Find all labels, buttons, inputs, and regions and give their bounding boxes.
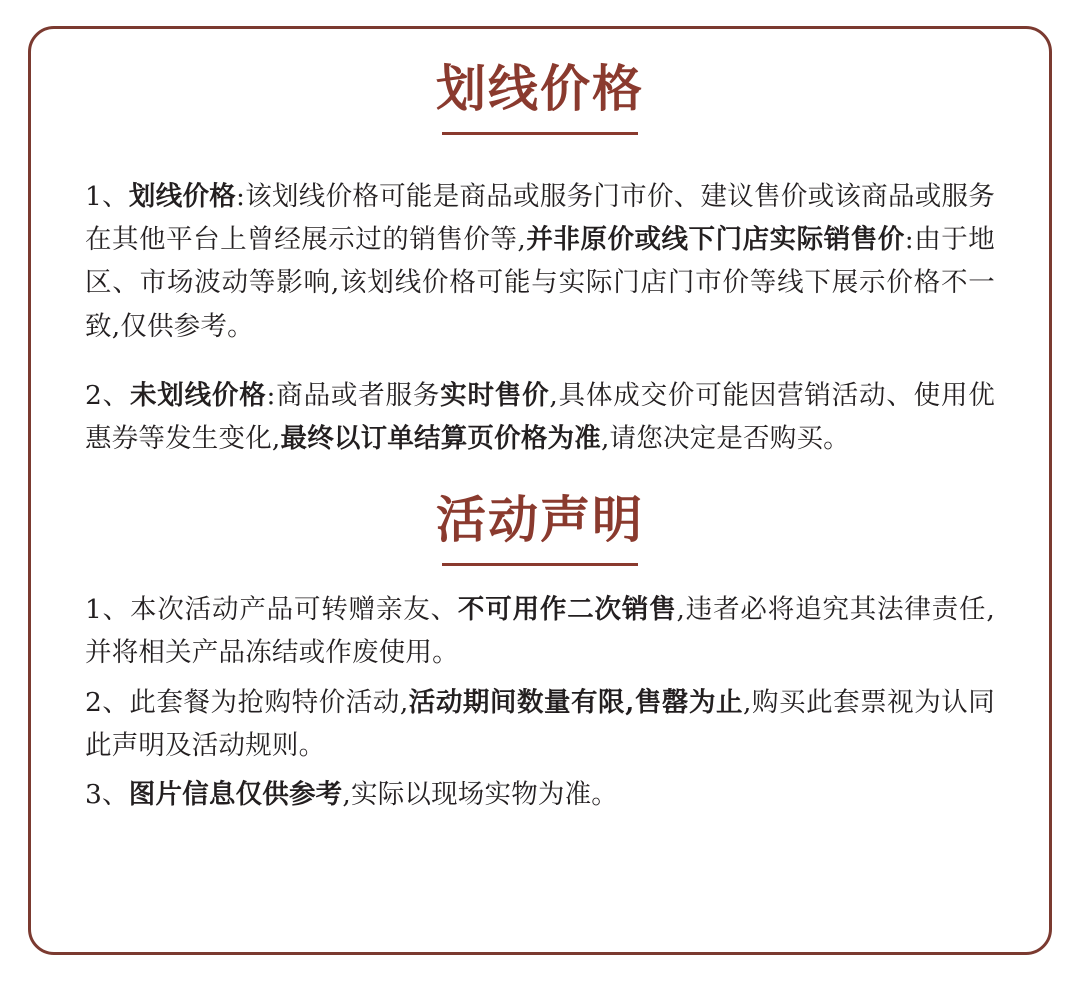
text-run-bold: 未划线价格 <box>129 379 267 411</box>
text-run-bold: 最终以订单结算页价格为准 <box>280 422 601 454</box>
paragraph <box>85 374 995 460</box>
text-run-bold: 划线价格 <box>128 181 237 212</box>
text-run: :该划线价格可能是商品或服务门市价、建议售价或该商品或服务在其他平台上曾经展示过的销售价等, <box>85 181 995 256</box>
paragraph <box>85 588 995 674</box>
text-run-bold: 活动期间数量有限,售罄为止 <box>408 686 744 718</box>
text-run-bold: 并非原价或线下门店实际销售价 <box>526 224 905 256</box>
activity-paragraphs <box>85 588 995 816</box>
text-run-bold: 不可用作二次销售 <box>457 594 677 626</box>
text-run: 1、 <box>85 181 129 212</box>
text-run: ,购买此套票视为认同此声明及活动规则。 <box>85 686 996 761</box>
content-frame <box>28 26 1052 955</box>
section-title-text: 活动声明 <box>436 490 644 550</box>
paragraph <box>85 681 995 767</box>
text-run-bold: 图片信息仅供参考 <box>128 778 343 810</box>
pricing-paragraphs <box>85 175 995 460</box>
text-run: 1、本次活动产品可转赠亲友、 <box>85 594 458 626</box>
text-run-bold: 实时售价 <box>440 379 550 411</box>
paragraph <box>85 773 995 816</box>
text-run: 2、 <box>85 379 130 411</box>
paragraph <box>85 175 995 348</box>
text-run: ,实际以现场实物为准。 <box>342 778 618 810</box>
text-run: :由于地区、市场波动等影响,该划线价格可能与实际门店门市价等线下展示价格不一致,仅供参考。 <box>85 224 995 342</box>
section-heading-activity <box>85 490 995 566</box>
text-run: :商品或者服务 <box>266 379 441 411</box>
section-title-text: 划线价格 <box>436 59 644 118</box>
title-divider <box>442 132 638 135</box>
text-run: ,具体成交价可能因营销活动、使用优惠券等发生变化, <box>85 379 996 454</box>
section-heading-pricing <box>85 59 995 135</box>
title-divider <box>442 563 638 566</box>
text-run: ,请您决定是否购买。 <box>600 422 850 454</box>
text-run: 2、此套餐为抢购特价活动, <box>85 686 409 718</box>
text-run: 3、 <box>85 778 129 810</box>
text-run: ,违者必将追究其法律责任,并将相关产品冻结或作废使用。 <box>85 594 995 669</box>
